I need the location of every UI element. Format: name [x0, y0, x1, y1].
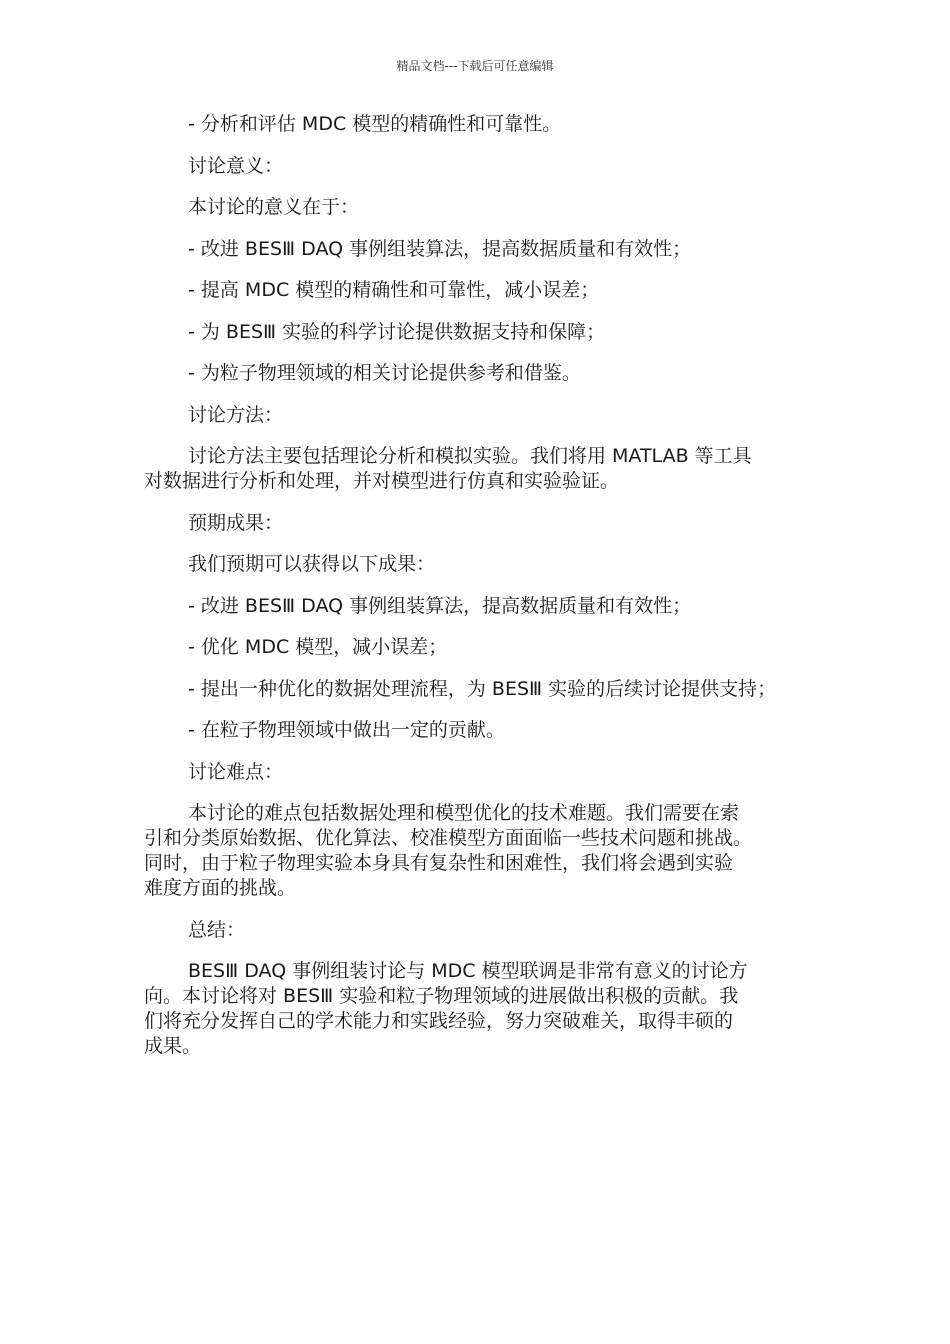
- list-item: - 在粒子物理领域中做出一定的贡献。: [188, 719, 505, 741]
- paragraph: 本讨论的意义在于：: [188, 196, 360, 218]
- list-item: - 提出一种优化的数据处理流程，为 BESⅢ 实验的后续讨论提供支持；: [188, 677, 777, 700]
- list-item: - 改进 BESⅢ DAQ 事例组装算法，提高数据质量和有效性；: [188, 237, 692, 260]
- paragraph-line: 向。本讨论将对 BESⅢ 实验和粒子物理领域的进展做出积极的贡献。我: [144, 985, 739, 1007]
- list-item: - 提高 MDC 模型的精确性和可靠性，减小误差；: [188, 279, 600, 301]
- paragraph-line: 本讨论的难点包括数据处理和模型优化的技术难题。我们需要在索: [188, 802, 740, 824]
- paragraph: [144, 801, 820, 901]
- paragraph-line: 成果。: [144, 1035, 202, 1057]
- list-item: - 为 BESⅢ 实验的科学讨论提供数据支持和保障；: [188, 320, 606, 343]
- section-heading: 讨论意义：: [188, 154, 284, 177]
- paragraph-line: 同时，由于粒子物理实验本身具有复杂性和困难性，我们将会遇到实验: [144, 852, 734, 874]
- section-heading: 预期成果：: [188, 511, 284, 534]
- paragraph-line: 对数据进行分析和处理，并对模型进行仿真和实验验证。: [144, 470, 620, 492]
- paragraph: 我们预期可以获得以下成果：: [188, 553, 436, 575]
- section-heading: 总结：: [188, 918, 246, 941]
- paragraph-line: 讨论方法主要包括理论分析和模拟实验。我们将用 MATLAB 等工具: [188, 445, 752, 467]
- list-item: - 为粒子物理领域的相关讨论提供参考和借鉴。: [188, 362, 581, 384]
- list-item: - 改进 BESⅢ DAQ 事例组装算法，提高数据质量和有效性；: [188, 594, 692, 617]
- paragraph-line: 难度方面的挑战。: [144, 877, 297, 899]
- paragraph-line: BESⅢ DAQ 事例组装讨论与 MDC 模型联调是非常有意义的讨论方: [188, 960, 748, 982]
- document-body: [144, 112, 820, 1076]
- section-heading: 讨论方法：: [188, 403, 284, 426]
- paragraph-line: 们将充分发挥自己的学术能力和实践经验，努力突破难关，取得丰硕的: [144, 1010, 734, 1032]
- paragraph: [144, 444, 820, 494]
- paragraph-line: 引和分类原始数据、优化算法、校准模型方面面临一些技术问题和挑战。: [144, 827, 753, 849]
- paragraph: [144, 959, 820, 1059]
- list-item: - 优化 MDC 模型，减小误差；: [188, 636, 448, 658]
- page-header: 精品文档---下载后可任意编辑: [396, 59, 554, 73]
- section-heading: 讨论难点：: [188, 760, 284, 783]
- list-item: - 分析和评估 MDC 模型的精确性和可靠性。: [188, 113, 562, 135]
